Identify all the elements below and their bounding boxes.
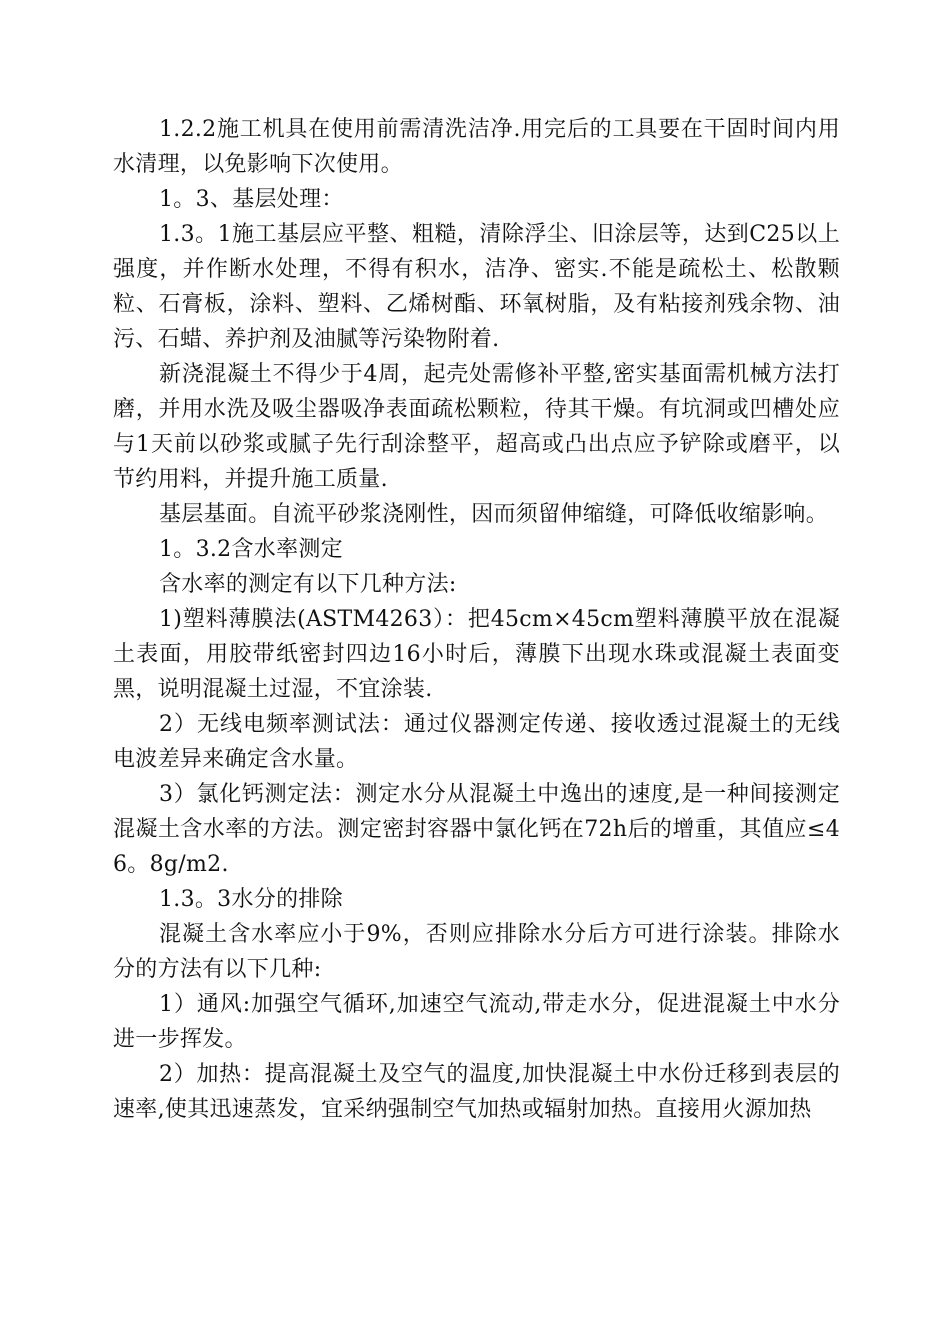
paragraph-tool-cleaning: 1.2.2施工机具在使用前需清洗洁净.用完后的工具要在干固时间内用水清理，以免影响下次使用。 bbox=[113, 117, 840, 177]
heading-moisture-removal: 1.3。3水分的排除 bbox=[159, 887, 343, 912]
paragraph-test-methods-intro: 含水率的测定有以下几种方法: bbox=[159, 572, 457, 597]
paragraph-substrate-surface: 基层基面。自流平砂浆浇刚性，因而须留伸缩缝，可降低收缩影响。 bbox=[159, 502, 829, 527]
heading-substrate-treatment: 1。3、基层处理： bbox=[159, 187, 344, 212]
paragraph-radio-frequency-method: 2）无线电频率测试法：通过仪器测定传递、接收透过混凝土的无线电波差异来确定含水量。 bbox=[113, 712, 840, 772]
paragraph-heating: 2）加热：提高混凝土及空气的温度,加快混凝土中水份迁移到表层的速率,使其迅速蒸发，宜采纳强制空气加热或辐射加热。直接用火源加热 bbox=[113, 1062, 840, 1122]
paragraph-new-concrete: 新浇混凝土不得少于4周，起壳处需修补平整,密实基面需机械方法打磨，并用水洗及吸尘器吸净表面疏松颗粒，待其干燥。有坑洞或凹槽处应与1天前以砂浆或腻子先行刮涂整平，超高或凸出点应予铲除或磨平，以节约用料，并提升施工质量. bbox=[113, 362, 840, 492]
paragraph-substrate-requirements: 1.3。1施工基层应平整、粗糙，清除浮尘、旧涂层等，达到C25以上强度，并作断水处理，不得有积水，洁净、密实.不能是疏松土、松散颗粒、石膏板，涂料、塑料、乙烯树酯、环氧树脂，及有粘接剂残余物、油污、石蜡、养护剂及油腻等污染物附着. bbox=[113, 222, 840, 352]
paragraph-moisture-removal-intro: 混凝土含水率应小于9%，否则应排除水分后方可进行涂装。排除水分的方法有以下几种: bbox=[113, 922, 840, 982]
heading-moisture-test: 1。3.2含水率测定 bbox=[159, 537, 343, 562]
document-page bbox=[113, 112, 840, 1127]
paragraph-calcium-chloride-method: 3）氯化钙测定法：测定水分从混凝土中逸出的速度,是一种间接测定混凝土含水率的方法。测定密封容器中氯化钙在72h后的增重，其值应≤46。8g/m2. bbox=[113, 782, 840, 877]
paragraph-ventilation: 1）通风:加强空气循环,加速空气流动,带走水分，促进混凝土中水分进一步挥发。 bbox=[113, 992, 840, 1052]
paragraph-plastic-film-method: 1)塑料薄膜法(ASTM4263）：把45cm×45cm塑料薄膜平放在混凝土表面，用胶带纸密封四边16小时后，薄膜下出现水珠或混凝土表面变黑，说明混凝土过湿，不宜涂装. bbox=[113, 607, 840, 702]
